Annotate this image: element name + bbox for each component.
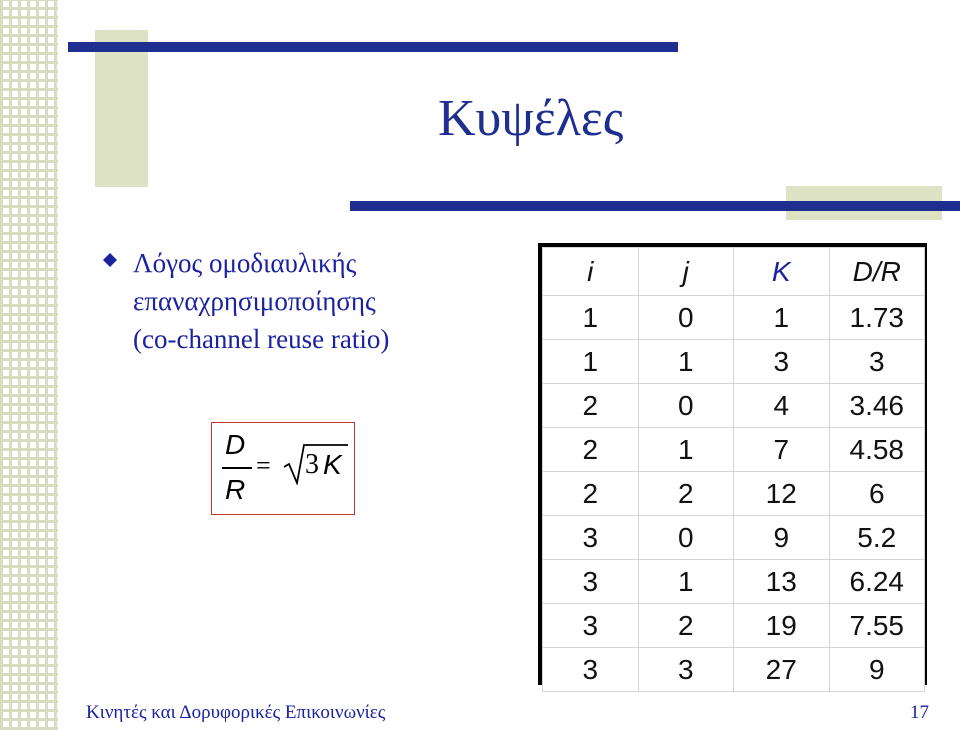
header-i: i	[543, 248, 639, 296]
table-row	[543, 560, 925, 604]
table-cell: 7	[734, 428, 830, 472]
table-row	[543, 428, 925, 472]
table-body	[543, 296, 925, 692]
table-cell: 13	[734, 560, 830, 604]
table-cell: 9	[829, 648, 925, 692]
bullet-line-2: επαναχρησιμοποίησης	[133, 286, 376, 316]
page-number: 17	[910, 702, 929, 723]
bullet-line-1: Λόγος ομοδιαυλικής	[133, 248, 357, 278]
table-cell: 3	[543, 560, 639, 604]
formula-radicand-variable: K	[323, 449, 342, 480]
table-row	[543, 472, 925, 516]
formula-denominator: R	[225, 474, 246, 505]
table-cell: 6	[829, 472, 925, 516]
fraction-line	[222, 467, 252, 469]
formula-equals: =	[256, 451, 271, 480]
table-row	[543, 340, 925, 384]
title-underline-bar	[350, 201, 960, 211]
table-cell: 12	[734, 472, 830, 516]
slide-title: Κυψέλες	[438, 90, 624, 147]
table-cell: 3	[638, 648, 734, 692]
table-cell: 2	[543, 472, 639, 516]
table-cell: 19	[734, 604, 830, 648]
top-accent-bar	[68, 42, 678, 52]
header-k: K	[734, 248, 830, 296]
table-cell: 1	[734, 296, 830, 340]
table-cell: 5.2	[829, 516, 925, 560]
table-cell: 3	[543, 516, 639, 560]
formula-radicand-number: 3	[305, 449, 319, 480]
table-row	[543, 516, 925, 560]
table-cell: 2	[543, 384, 639, 428]
table-cell: 6.24	[829, 560, 925, 604]
table-cell: 2	[543, 428, 639, 472]
reuse-ratio-table-frame	[538, 243, 927, 685]
table-cell: 1	[543, 340, 639, 384]
table-cell: 2	[638, 472, 734, 516]
table-cell: 0	[638, 384, 734, 428]
table-row	[543, 648, 925, 692]
bullet-text	[133, 244, 513, 358]
table-cell: 1.73	[829, 296, 925, 340]
table-row	[543, 384, 925, 428]
table-cell: 4	[734, 384, 830, 428]
table-cell: 3	[543, 604, 639, 648]
table-cell: 1	[638, 560, 734, 604]
table-cell: 9	[734, 516, 830, 560]
table-cell: 3	[734, 340, 830, 384]
table-row	[543, 604, 925, 648]
table-cell: 3	[829, 340, 925, 384]
header-d-over-r: D/R	[829, 248, 925, 296]
header-j: j	[638, 248, 734, 296]
formula-box	[211, 422, 355, 515]
footer-text: Κινητές και Δορυφορικές Επικοινωνίες	[86, 702, 386, 723]
decorative-square-top	[95, 30, 148, 187]
table-cell: 1	[638, 428, 734, 472]
left-edge-pattern	[0, 0, 58, 730]
bullet-line-3: (co-channel reuse ratio)	[133, 324, 390, 354]
table-cell: 1	[543, 296, 639, 340]
table-cell: 3	[543, 648, 639, 692]
table-header-row	[543, 248, 925, 296]
table-cell: 0	[638, 296, 734, 340]
table-cell: 7.55	[829, 604, 925, 648]
table-cell: 3.46	[829, 384, 925, 428]
table-cell: 2	[638, 604, 734, 648]
table-cell: 0	[638, 516, 734, 560]
reuse-ratio-table	[542, 247, 925, 692]
formula-numerator: D	[225, 429, 246, 460]
table-cell: 1	[638, 340, 734, 384]
table-cell: 4.58	[829, 428, 925, 472]
table-cell: 27	[734, 648, 830, 692]
table-row	[543, 296, 925, 340]
diamond-bullet-icon	[103, 253, 117, 267]
